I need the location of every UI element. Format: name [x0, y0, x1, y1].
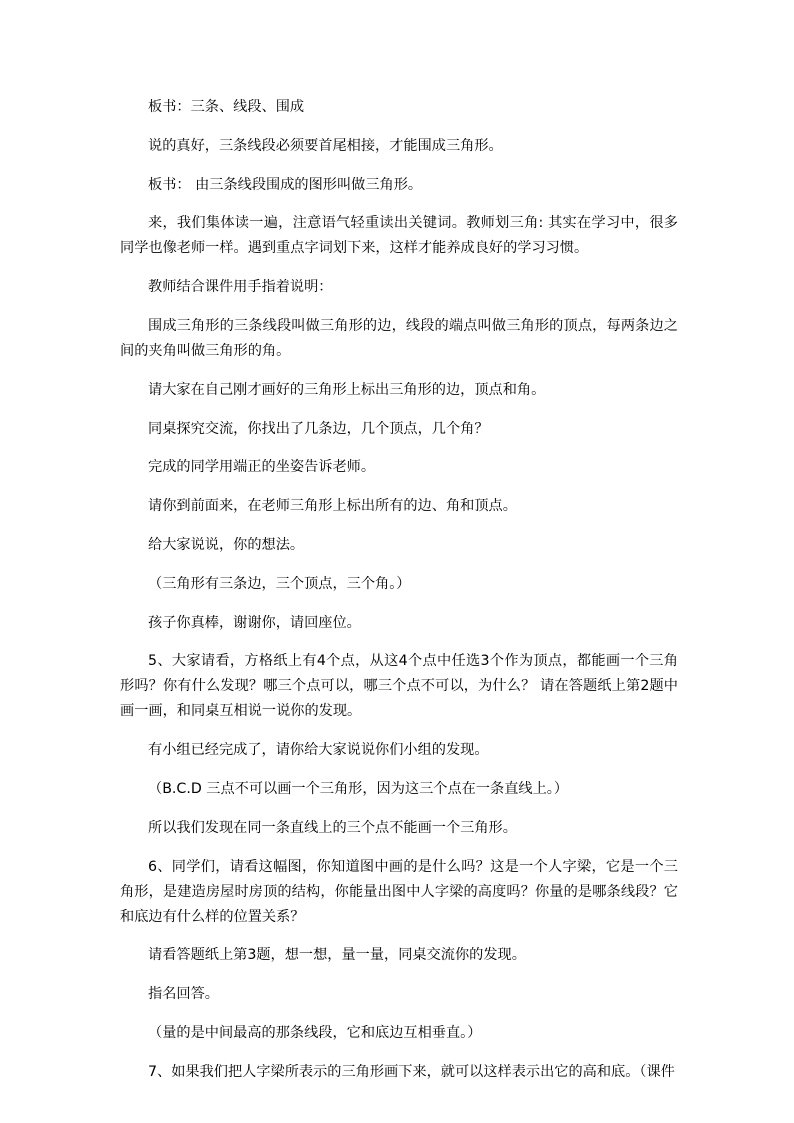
paragraph: 同桌探究交流，你找出了几条边，几个顶点，几个角？ — [148, 420, 489, 437]
paragraph: 围成三角形的三条线段叫做三角形的边，线段的端点叫做三角形的顶点，每两条边之间的夹角叫做三角形的角。 — [120, 317, 678, 359]
paragraph: 5、大家请看，方格纸上有4个点，从这4个点中任选3个作为顶点，都能画一个三角形吗？你有什么发现？哪三个点可以，哪三个点不可以，为什么？ 请在答题纸上第2题中画一画，和同桌互相说一说你的发现。 — [120, 653, 678, 720]
paragraph: 所以我们发现在同一条直线上的三个点不能画一个三角形。 — [148, 819, 517, 836]
paragraph: （B.C.D 三点不可以画一个三角形，因为这三个点在一条直线上。） — [148, 780, 569, 797]
paragraph: 给大家说说，你的想法。 — [148, 536, 305, 553]
paragraph: 7、如果我们把人字梁所表示的三角形画下来，就可以这样表示出它的高和底。（课件 — [148, 1063, 675, 1080]
paragraph: 教师结合课件用手指着说明： — [148, 279, 333, 296]
paragraph: 完成的同学用端正的坐姿告诉老师。 — [148, 459, 376, 476]
paragraph: 请你到前面来，在老师三角形上标出所有的边、角和顶点。 — [148, 498, 517, 515]
paragraph: 说的真好，三条线段必须要首尾相接，才能围成三角形。 — [148, 137, 503, 154]
paragraph: 孩子你真棒，谢谢你，请回座位。 — [148, 614, 361, 631]
paragraph: 6、同学们，请看这幅图，你知道图中画的是什么吗？这是一个人字梁，它是一个三角形，是建造房屋时房顶的结构，你能量出图中人字梁的高度吗？你量的是哪条线段？它和底边有什么样的位置关系？ — [120, 858, 678, 925]
paragraph: （量的是中间最高的那条线段，它和底边互相垂直。） — [148, 1024, 482, 1041]
paragraph: 来，我们集体读一遍，注意语气轻重读出关键词。教师划三角: 其实在学习中，很多同学也像老师一样。遇到重点字词划下来，这样才能养成良好的学习习惯。 — [120, 215, 678, 257]
paragraph: 请大家在自己刚才画好的三角形上标出三角形的边，顶点和角。 — [148, 381, 546, 398]
paragraph: 请看答题纸上第3题，想一想，量一量，同桌交流你的发现。 — [148, 947, 526, 964]
paragraph: （三角形有三条边，三个顶点，三个角。） — [148, 575, 411, 592]
paragraph: 板书： 由三条线段围成的图形叫做三角形。 — [148, 176, 423, 193]
paragraph: 板书：三条、线段、围成 — [148, 99, 305, 115]
document-page — [120, 95, 678, 1099]
paragraph: 指名回答。 — [148, 986, 219, 1003]
paragraph: 有小组已经完成了，请你给大家说说你们小组的发现。 — [148, 742, 489, 759]
